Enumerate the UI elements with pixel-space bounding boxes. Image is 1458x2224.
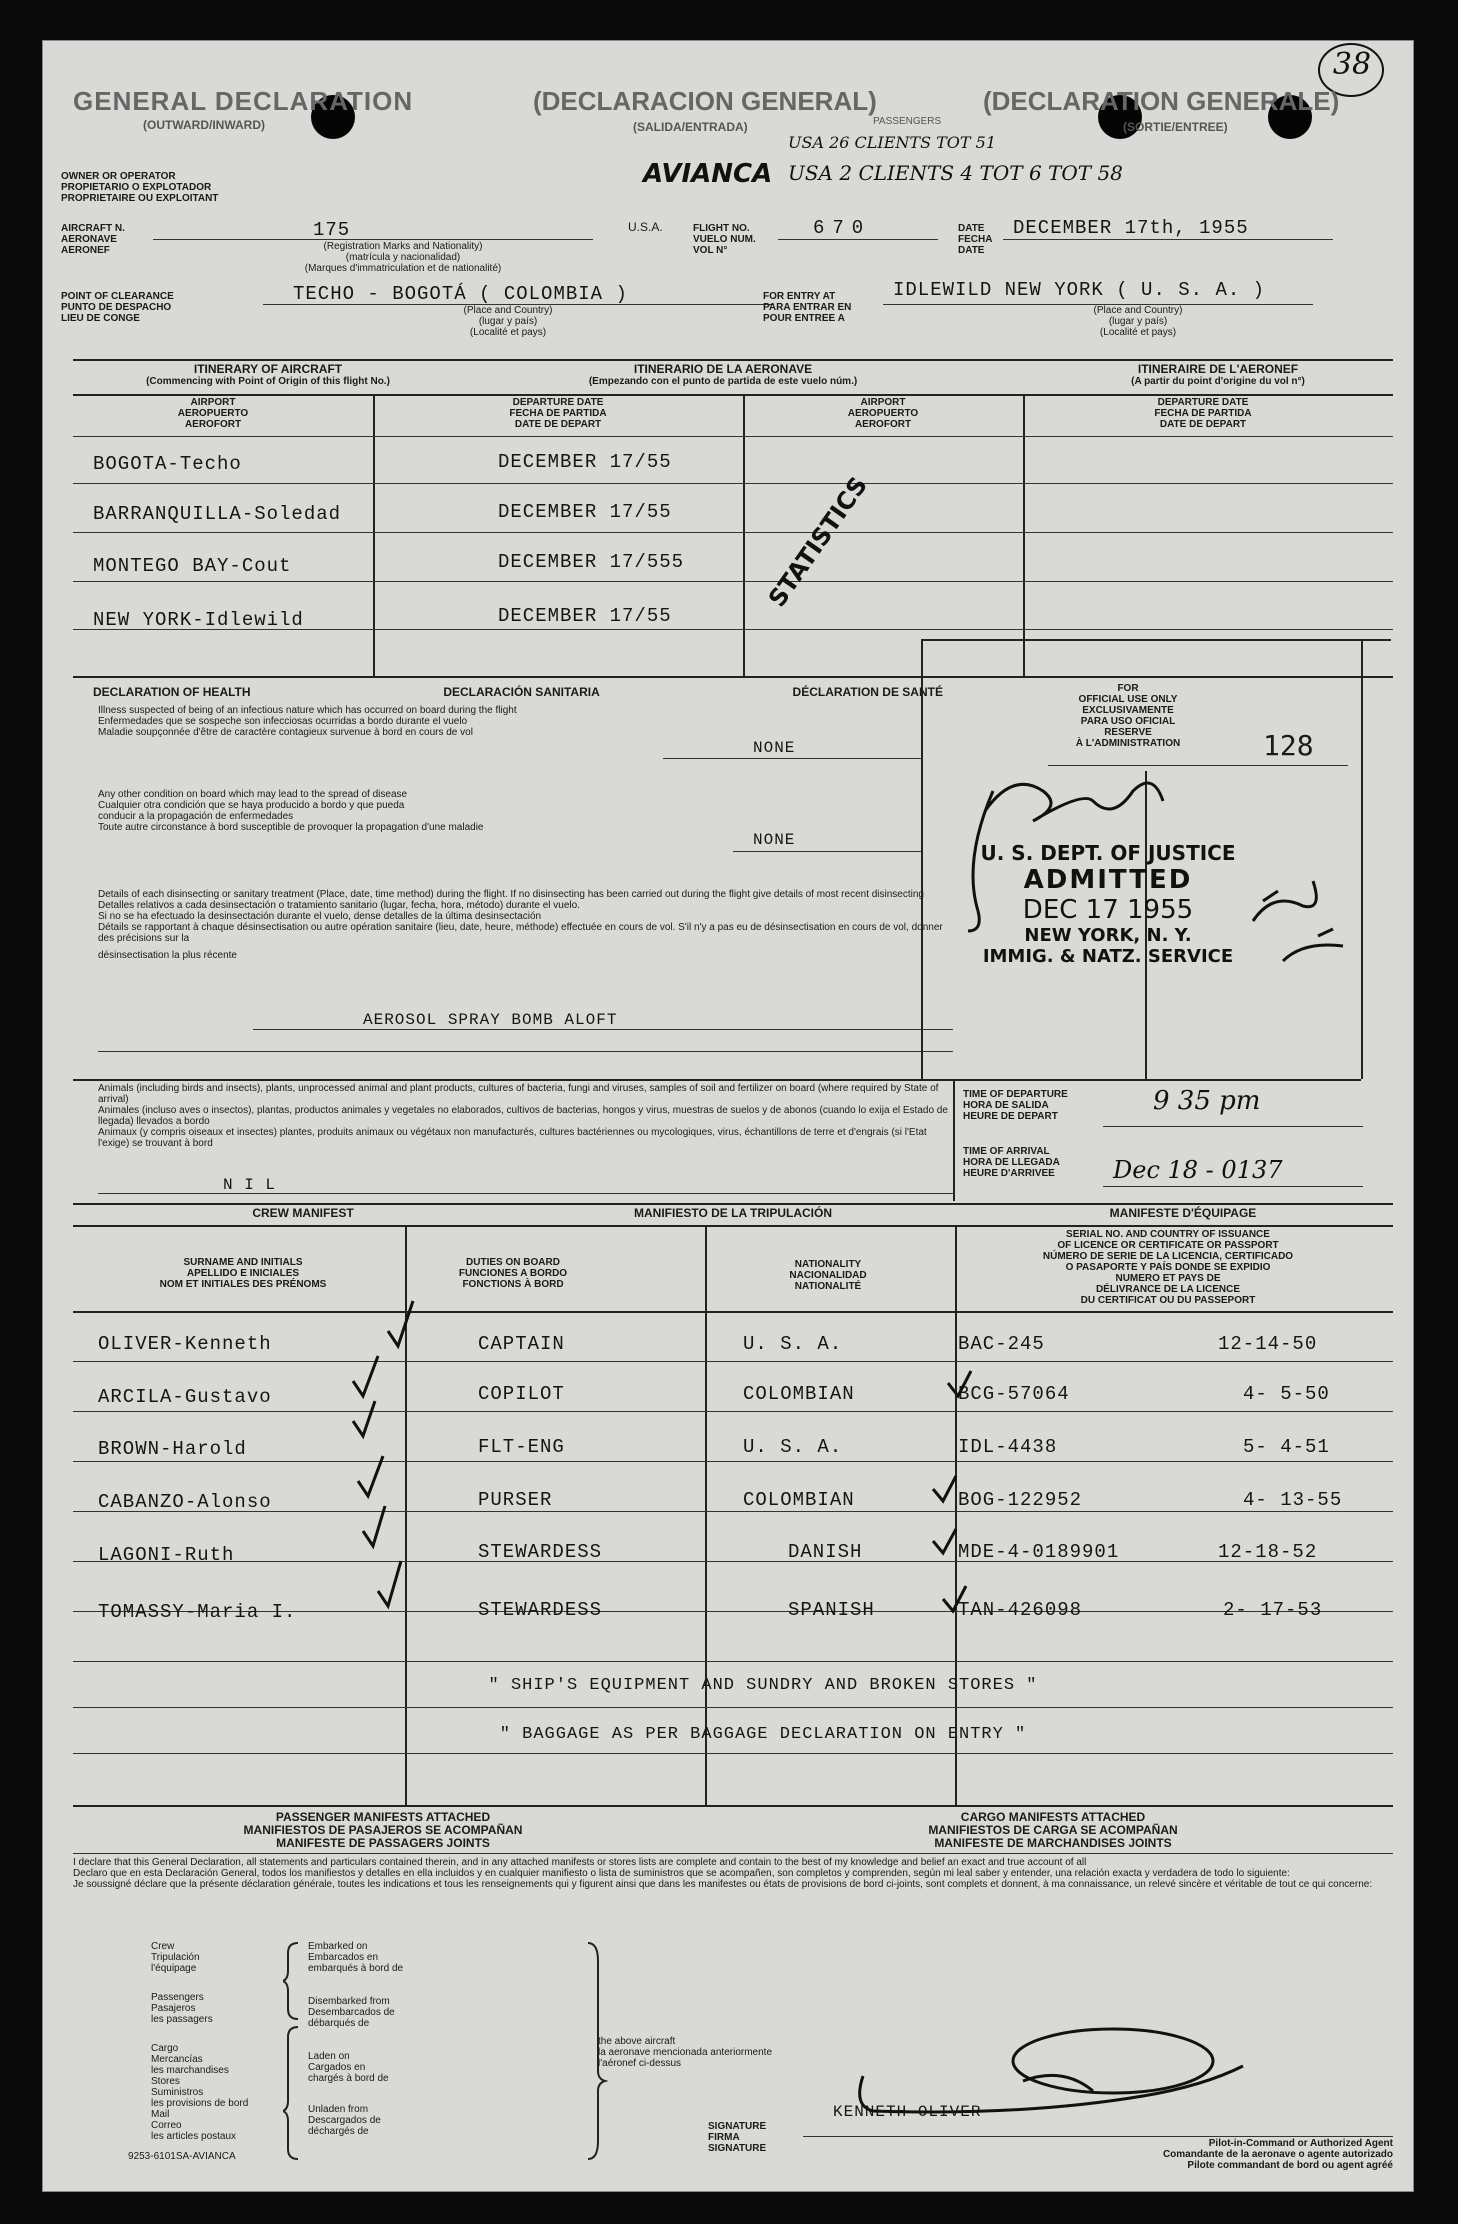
aircraft-value: 175	[313, 219, 351, 241]
group-passengers	[151, 1992, 248, 2025]
group-label: les provisions de bord	[151, 2098, 249, 2109]
aircraft-ref-fr: l'aéronef ci-dessus	[598, 2058, 682, 2069]
cargo-manifest-en: CARGO MANIFESTS ATTACHED	[960, 1810, 1146, 1824]
passenger-manifest-es: MANIFIESTOS DE PASAJEROS SE ACOMPAÑAN	[243, 1823, 523, 1837]
group-label: Correo	[151, 2120, 182, 2131]
itin-row-date: DECEMBER 17/55	[498, 501, 672, 523]
crew-row-duty: FLT-ENG	[478, 1436, 565, 1458]
arrival-label-es: HORA DE LLEGADA	[963, 1157, 1060, 1168]
crew-col-lic-line: O PASAPORTE Y PAÍS DONDE SE EXPIDIO	[1065, 1262, 1271, 1273]
flight-label-es: VUELO NUM.	[693, 234, 756, 245]
owner-value: AVIANCA	[643, 159, 773, 189]
entry-sublabel-en: (Place and Country)	[1093, 305, 1183, 316]
crew-header-rule	[73, 1225, 1393, 1227]
subtitle-fr: (SORTIE/ENTREE)	[1123, 120, 1228, 134]
group-crew	[151, 1941, 248, 1974]
itin-col-departure-es: FECHA DE PARTIDA	[1154, 408, 1252, 419]
signature-line	[803, 2136, 1393, 2137]
crew-row-licence: MDE-4-0189901	[958, 1541, 1120, 1563]
passenger-count-line-2: USA 2 CLIENTS 4 TOT 6 TOT 58	[788, 161, 1123, 185]
crew-bottom-rule	[73, 1805, 1393, 1807]
crew-col-lic-line: NUMERO ET PAYS DE	[1115, 1273, 1221, 1284]
crew-row-duty: PURSER	[478, 1489, 553, 1511]
cargo-manifest-es: MANIFIESTOS DE CARGA SE ACOMPAÑAN	[928, 1823, 1178, 1837]
signature-role-en: Pilot-in-Command or Authorized Agent	[1208, 2138, 1393, 2149]
crew-row-nat: U. S. A.	[743, 1436, 843, 1458]
itinerary-heading-es	[533, 363, 913, 387]
itin-col-departure-fr: DATE DE DEPART	[1159, 419, 1247, 430]
itin-col-airport-fr: AEROFORT	[854, 419, 912, 430]
disinsect-underline	[253, 1029, 953, 1030]
crew-row-name: CABANZO-Alonso	[98, 1491, 272, 1513]
health-condition-text	[98, 789, 798, 833]
cargo-manifests	[863, 1811, 1243, 1850]
group-label: Passengers	[151, 1992, 204, 2003]
condition-text-es-2: conducir a la propagación de enfermedades	[98, 811, 294, 822]
entry-label-en: FOR ENTRY AT	[763, 291, 836, 302]
itin-row-date: DECEMBER 17/55	[498, 605, 672, 627]
action-label: embarqués à bord de	[308, 1963, 404, 1974]
health-heading-es: DECLARACIÓN SANITARIA	[443, 685, 600, 699]
itinerary-sub-en: (Commencing with Point of Origin of this flight No.)	[146, 376, 390, 387]
official-label-line: FOR	[1117, 683, 1139, 694]
group-label: Pasajeros	[151, 2003, 196, 2014]
itin-col-airport-1	[83, 397, 343, 430]
itin-row-rule	[73, 483, 1393, 484]
crew-col-lic-line: SERIAL NO. AND COUNTRY OF ISSUANCE	[1066, 1229, 1270, 1240]
itinerary-title-en: ITINERARY OF AIRCRAFT	[193, 362, 343, 376]
crew-row-nat: COLOMBIAN	[743, 1489, 855, 1511]
entry-labels	[763, 291, 851, 324]
animals-value: N I L	[223, 1176, 277, 1194]
animals-text-es: Animales (incluso aves o insectos), plantas, productos animales y vegetales no elaborados, cultivos de bacterias, hongos y virus, muestras de suelos y de abonos (cuando lo exija el Estado de llegada) llevados a bordo	[98, 1105, 948, 1127]
signature-role-fr: Pilote commandant de bord ou agent agréé	[1187, 2160, 1393, 2171]
arrival-underline	[1103, 1186, 1363, 1187]
passenger-manifest-fr: MANIFESTE DE PASSAGERS JOINTS	[276, 1836, 490, 1850]
itin-col-departure-1	[373, 397, 743, 430]
crew-col-lic-line: NÚMERO DE SERIE DE LA LICENCIA, CERTIFICADO	[1042, 1251, 1294, 1262]
group-label: Cargo	[151, 2043, 179, 2054]
date-labels	[958, 223, 992, 256]
illness-text-fr: Maladie soupçonnée d'être de caractère contagieux survenue à bord en cours de vol	[98, 727, 473, 738]
itin-col-airport-2	[743, 397, 1023, 430]
entry-label-es: PARA ENTRAR EN	[763, 302, 852, 313]
group-label: Suministros	[151, 2087, 204, 2098]
stamp-service: IMMIG. & NATZ. SERVICE	[982, 946, 1234, 967]
flight-value: 670	[813, 217, 872, 239]
declaration-text	[73, 1857, 1383, 1890]
entry-label-fr: POUR ENTREE A	[763, 313, 845, 324]
itinerary-header-rule	[73, 394, 1393, 396]
group-label: Crew	[151, 1941, 175, 1952]
crew-row-licence: IDL-4438	[958, 1436, 1058, 1458]
crew-row-licence: BOG-122952	[958, 1489, 1083, 1511]
group-label: Mail	[151, 2109, 170, 2120]
date-label-en: DATE	[958, 223, 985, 234]
declaration-actions	[308, 1941, 403, 2137]
itin-col-departure-es: FECHA DE PARTIDA	[509, 408, 607, 419]
owner-labels	[61, 171, 218, 204]
signature-role-es: Comandante de la aeronave o agente autorizado	[1162, 2149, 1393, 2160]
group-label: les marchandises	[151, 2065, 229, 2076]
general-declaration-form	[42, 40, 1414, 2192]
flight-underline	[778, 239, 938, 240]
aircraft-country-prefix: U.S.A.	[628, 220, 663, 234]
crew-row-nat: COLOMBIAN	[743, 1383, 855, 1405]
aircraft-sublabel-en: (Registration Marks and Nationality)	[323, 241, 483, 252]
health-heading-fr: DÉCLARATION DE SANTÉ	[792, 685, 943, 699]
entry-sublabels	[1053, 305, 1223, 338]
itinerary-title-fr: ITINERAIRE DE L'AERONEF	[1137, 362, 1299, 376]
crew-heading-fr: MANIFESTE D'ÉQUIPAGE	[1109, 1206, 1257, 1220]
crew-row-rule	[73, 1753, 1393, 1754]
crew-col-lic-line: OF LICENCE OR CERTIFICATE OR PASSPORT	[1057, 1240, 1279, 1251]
passenger-count-label: PASSENGERS	[873, 116, 942, 127]
signature-label-fr: SIGNATURE	[708, 2143, 767, 2154]
disinsect-text-en: Details of each disinsecting or sanitary treatment (Place, date, time method) during the flight. If no disinsecting has been carried out during the flight give details of most recent disinsecting	[98, 889, 924, 900]
animals-text	[98, 1083, 958, 1149]
disinsect-text-fr-2: désinsectisation la plus récente	[98, 950, 237, 961]
aircraft-sublabel-es: (matrícula y nacionalidad)	[345, 252, 461, 263]
crew-row-name: LAGONI-Ruth	[98, 1544, 235, 1566]
illness-text-es: Enfermedades que se sospeche son infecciosas ocurridas a bordo durante el vuelo	[98, 716, 468, 727]
group-label: les passagers	[151, 2014, 213, 2025]
itin-row-airport: BOGOTA-Techo	[93, 453, 242, 475]
crew-row-name: OLIVER-Kenneth	[98, 1333, 272, 1355]
subtitle-es: (SALIDA/ENTRADA)	[633, 120, 748, 134]
itin-row-rule	[73, 532, 1393, 533]
itin-row-date: DECEMBER 17/55	[498, 451, 672, 473]
entry-sublabel-es: (lugar y país)	[1108, 316, 1168, 327]
crew-row-name: ARCILA-Gustavo	[98, 1386, 272, 1408]
animals-text-en: Animals (including birds and insects), plants, unprocessed animal and plant products, cultures of bacteria, fungi and viruses, samples of soil and fertilizer on board (where required by State of arrival)	[98, 1083, 939, 1105]
group-mail	[151, 2109, 248, 2142]
crew-col-duty-en: DUTIES ON BOARD	[466, 1257, 560, 1268]
crew-col-lic-line: DU CERTIFICAT OU DU PASSEPORT	[1080, 1295, 1256, 1306]
aircraft-sublabel-fr: (Marques d'immatriculation et de nationalité)	[304, 263, 502, 274]
crew-col-name	[103, 1257, 383, 1290]
inspector-signature	[923, 731, 1363, 991]
aircraft-sublabels	[253, 241, 553, 274]
crew-col-name-en: SURNAME AND INITIALS	[183, 1257, 303, 1268]
animals-top-rule	[73, 1079, 921, 1081]
itin-col-airport-es: AEROPUERTO	[177, 408, 249, 419]
signature-labels	[708, 2121, 766, 2154]
owner-label-fr: PROPRIETAIRE OU EXPLOITANT	[61, 193, 219, 204]
itin-col-airport-en: AIRPORT	[860, 397, 906, 408]
itinerary-sub-es: (Empezando con el punto de partida de este vuelo núm.)	[588, 376, 858, 387]
crew-row-licence: TAN-426098	[958, 1599, 1083, 1621]
signature-label-es: FIRMA	[708, 2132, 740, 2143]
crew-row-date: 2- 17-53	[1223, 1599, 1323, 1621]
group-label: l'équipage	[151, 1963, 197, 1974]
signature-role	[1123, 2138, 1393, 2171]
clearance-label-en: POINT OF CLEARANCE	[61, 291, 174, 302]
clearance-sublabels	[423, 305, 593, 338]
manifest-rule	[73, 1853, 1393, 1854]
crew-top-rule	[73, 1203, 1393, 1205]
disinsect-text-fr: Détails se rapportant à chaque désinsectisation ou autre opération sanitaire (lieu, date, heure, méthode) effectuée en cours de vol. S'il n'y a pas eu de désinsectisation en cours de vol, donner des précisions sur la	[98, 922, 943, 944]
action-unladen	[308, 2104, 403, 2137]
itinerary-heading-fr	[1053, 363, 1383, 387]
health-heading	[93, 686, 943, 699]
crew-row-duty: STEWARDESS	[478, 1599, 603, 1621]
date-label-fr: DATE	[958, 245, 985, 256]
clearance-sublabel-fr: (Localité et pays)	[469, 327, 547, 338]
crew-col-lic-line: DÉLIVRANCE DE LA LICENCE	[1095, 1284, 1241, 1295]
entry-value: IDLEWILD NEW YORK ( U. S. A. )	[893, 279, 1266, 301]
signature-name: KENNETH OLIVER	[833, 2103, 982, 2121]
itin-col-departure-en: DEPARTURE DATE	[512, 397, 604, 408]
group-label: Stores	[151, 2076, 180, 2087]
illness-value: NONE	[753, 739, 796, 757]
itin-row-airport: BARRANQUILLA-Soledad	[93, 503, 342, 525]
official-label-line: À L'ADMINISTRATION	[1075, 738, 1181, 749]
official-box-border	[921, 639, 1391, 641]
health-heading-en: DECLARATION OF HEALTH	[93, 685, 251, 699]
illness-text-en: Illness suspected of being of an infectious nature which has occurred on board during the flight	[98, 705, 517, 716]
crew-col-nat-es: NACIONALIDAD	[789, 1270, 867, 1281]
departure-label-es: HORA DE SALIDA	[963, 1100, 1049, 1111]
aircraft-label-es: AERONAVE	[61, 234, 117, 245]
aircraft-reference	[598, 2036, 772, 2069]
action-label: Embarked on	[308, 1941, 368, 1952]
title-es: (DECLARACION GENERAL)	[533, 86, 877, 116]
group-label: Tripulación	[151, 1952, 200, 1963]
condition-text-es: Cualquier otra condición que se haya producido a bordo y que pueda	[98, 800, 405, 811]
crew-row-date: 4- 13-55	[1243, 1489, 1343, 1511]
action-label: Cargados en	[308, 2062, 366, 2073]
group-label: les articles postaux	[151, 2131, 237, 2142]
aircraft-ref-en: the above aircraft	[598, 2036, 676, 2047]
declaration-groups	[151, 1941, 248, 2142]
official-label-line: PARA USO OFICIAL	[1080, 716, 1176, 727]
itinerary-top-rule	[73, 359, 1393, 361]
action-label: déchargés de	[308, 2126, 369, 2137]
action-label: Desembarcados de	[308, 2007, 395, 2018]
passenger-manifest-en: PASSENGER MANIFESTS ATTACHED	[275, 1810, 491, 1824]
title-fr: (DECLARATION GENERALE)	[983, 86, 1340, 116]
itin-col-airport-fr: AEROFORT	[184, 419, 242, 430]
action-label: Unladen from	[308, 2104, 369, 2115]
itin-row-rule	[73, 581, 1393, 582]
arrival-labels	[963, 1146, 1060, 1179]
crew-row-duty: CAPTAIN	[478, 1333, 565, 1355]
departure-value: 9 35 pm	[1153, 1086, 1261, 1116]
disinsect-text-es: Detalles relativos a cada desinsectación o tratamiento sanitario (lugar, fecha, hora, método) durante el vuelo.	[98, 900, 580, 911]
flight-labels	[693, 223, 756, 256]
itin-col-airport-en: AIRPORT	[190, 397, 236, 408]
crew-row-nat: SPANISH	[788, 1599, 875, 1621]
crew-row-duty: STEWARDESS	[478, 1541, 603, 1563]
crew-row-date: 4- 5-50	[1243, 1383, 1330, 1405]
group-stores	[151, 2076, 248, 2109]
animals-text-fr: Animaux (y compris oiseaux et insectes) plantes, produits animaux ou végétaux non manufacturés, cultures bactériennes ou mycologiques, virus, échantillons de terre et d'engrais (si l'Etat l'exige) se trouvant à bord	[98, 1127, 927, 1149]
official-number: 128	[1263, 729, 1314, 762]
itin-row-date: DECEMBER 17/555	[498, 551, 685, 573]
departure-label-en: TIME OF DEPARTURE	[963, 1089, 1068, 1100]
aircraft-ref-es: la aeronave mencionada anteriormente	[598, 2047, 772, 2058]
illness-underline	[663, 758, 923, 759]
owner-label-en: OWNER OR OPERATOR	[61, 171, 176, 182]
itin-col-airport-es: AEROPUERTO	[847, 408, 919, 419]
crew-row-name: TOMASSY-Maria I.	[98, 1601, 297, 1623]
arrival-value: Dec 18 - 0137	[1113, 1156, 1283, 1184]
date-label-es: FECHA	[958, 234, 993, 245]
itinerary-heading-en	[103, 363, 433, 387]
itin-col-departure-fr: DATE DE DEPART	[514, 419, 602, 430]
action-label: Laden on	[308, 2051, 350, 2062]
crew-row-duty: COPILOT	[478, 1383, 565, 1405]
crew-row-licence: BAC-245	[958, 1333, 1045, 1355]
date-underline	[1003, 239, 1333, 240]
itin-row-airport: NEW YORK-Idlewild	[93, 609, 304, 631]
departure-labels	[963, 1089, 1068, 1122]
departure-label-fr: HEURE DE DEPART	[963, 1111, 1058, 1122]
crew-heading-en: CREW MANIFEST	[252, 1206, 354, 1220]
itin-bottom-rule	[73, 676, 1393, 678]
departure-underline	[1103, 1126, 1363, 1127]
cargo-manifest-fr: MANIFESTE DE MARCHANDISES JOINTS	[934, 1836, 1172, 1850]
crew-col-duty-fr: FONCTIONS À BORD	[462, 1279, 564, 1290]
captain-signature	[823, 2006, 1303, 2146]
clearance-sublabel-es: (lugar y país)	[478, 316, 538, 327]
action-laden	[308, 2051, 403, 2084]
title-en: GENERAL DECLARATION	[73, 86, 414, 116]
animals-underline	[98, 1193, 953, 1194]
aircraft-label-en: AIRCRAFT N.	[61, 223, 125, 234]
arrival-label-en: TIME OF ARRIVAL	[963, 1146, 1050, 1157]
time-box-border	[953, 1079, 955, 1201]
crew-row-date: 12-18-52	[1218, 1541, 1318, 1563]
crew-check-marks	[343, 1261, 983, 1641]
arrival-label-fr: HEURE D'ARRIVEE	[963, 1168, 1055, 1179]
date-value: DECEMBER 17th, 1955	[1013, 217, 1249, 239]
clearance-label-fr: LIEU DE CONGE	[61, 313, 140, 324]
condition-text-fr: Toute autre circonstance à bord susceptible de provoquer la propagation d'une maladie	[98, 822, 484, 833]
page-number: 38	[1332, 47, 1372, 82]
declaration-text-fr: Je soussigné déclare que la présente déclaration générale, toutes les indications et tous les renseignements qui y figurent ainsi que dans les manifestes ou états de provisions de bord ci-joints, sont complets et donnent, à ma connaissance, un relevé sincère et véritable de tout ce qui concerne:	[73, 1879, 1373, 1890]
crew-row-nat: U. S. A.	[743, 1333, 843, 1355]
passenger-count-line-1: USA 26 CLIENTS TOT 51	[788, 133, 997, 152]
itinerary-sub-fr: (A partir du point d'origine du vol n°)	[1131, 376, 1305, 387]
crew-row-licence: BCG-57064	[958, 1383, 1070, 1405]
passenger-manifests	[193, 1811, 573, 1850]
condition-value: NONE	[753, 831, 796, 849]
itinerary-title-es: ITINERARIO DE LA AERONAVE	[633, 362, 813, 376]
crew-col-nat-fr: NATIONALITÉ	[794, 1281, 862, 1292]
action-disembarked	[308, 1996, 403, 2029]
health-illness-text	[98, 705, 798, 738]
action-label: débarqués de	[308, 2018, 370, 2029]
owner-label-es: PROPIETARIO O EXPLOTADOR	[61, 182, 212, 193]
entry-sublabel-fr: (Localité et pays)	[1099, 327, 1177, 338]
crew-note-stores: " SHIP'S EQUIPMENT AND SUNDRY AND BROKEN STORES "	[488, 1676, 1038, 1695]
disinsect-underline-2	[98, 1051, 953, 1052]
crew-row-rule	[73, 1707, 1393, 1708]
stamp-city: NEW YORK, N. Y.	[1024, 925, 1192, 946]
action-label: Embarcados en	[308, 1952, 379, 1963]
group-cargo	[151, 2043, 248, 2076]
itin-row-rule	[73, 436, 1393, 437]
crew-col-nat-en: NATIONALITY	[794, 1259, 862, 1270]
form-id: 9253-6101SA-AVIANCA	[128, 2151, 236, 2162]
aircraft-underline	[153, 239, 593, 240]
crew-row-date: 5- 4-51	[1243, 1436, 1330, 1458]
action-label: chargés à bord de	[308, 2073, 389, 2084]
subtitle-en: (OUTWARD/INWARD)	[143, 118, 265, 132]
statistics-stamp: STATISTICS	[763, 471, 873, 613]
health-disinsect-text	[98, 889, 958, 961]
stamp-dept: U. S. DEPT. OF JUSTICE	[980, 841, 1236, 865]
group-label: Mercancías	[151, 2054, 203, 2065]
crew-col-licence	[958, 1229, 1378, 1306]
clearance-labels	[61, 291, 174, 324]
crew-row-rule	[73, 1661, 1393, 1662]
clearance-label-es: PUNTO DE DESPACHO	[61, 302, 172, 313]
official-label-line: EXCLUSIVAMENTE	[1082, 705, 1174, 716]
condition-text-en: Any other condition on board which may lead to the spread of disease	[98, 789, 408, 800]
official-label-line: OFFICIAL USE ONLY	[1078, 694, 1178, 705]
crew-row-name: BROWN-Harold	[98, 1438, 247, 1460]
official-box-border	[921, 1079, 1361, 1081]
declaration-text-en: I declare that this General Declaration, all statements and particulars contained therein, and in any attached manifests or stores lists are complete and contain to the best of my knowledge and belief an exact and true account of all	[73, 1857, 1087, 1868]
action-label: Disembarked from	[308, 1996, 390, 2007]
crew-col-name-fr: NOM ET INITIALES DES PRÉNOMS	[159, 1279, 327, 1290]
flight-label-fr: VOL N°	[693, 245, 728, 256]
crew-col-name-es: APELLIDO E INICIALES	[186, 1268, 300, 1279]
clearance-sublabel-en: (Place and Country)	[463, 305, 553, 316]
action-embarked	[308, 1941, 403, 1974]
crew-col-duty-es: FUNCIONES A BORDO	[458, 1268, 568, 1279]
aircraft-labels	[61, 223, 125, 256]
itin-col-departure-2	[1023, 397, 1383, 430]
stamp-admitted: ADMITTED	[1023, 865, 1193, 895]
itin-col-departure-en: DEPARTURE DATE	[1157, 397, 1249, 408]
signature-label-en: SIGNATURE	[708, 2121, 767, 2132]
crew-row-nat: DANISH	[788, 1541, 863, 1563]
condition-underline	[733, 851, 923, 852]
stamp-date: DEC 17 1955	[1022, 895, 1194, 925]
aircraft-label-fr: AERONEF	[61, 245, 110, 256]
flight-label-en: FLIGHT NO.	[693, 223, 750, 234]
clearance-value: TECHO - BOGOTÁ ( COLOMBIA )	[293, 283, 628, 305]
crew-heading-es: MANIFIESTO DE LA TRIPULACIÓN	[634, 1206, 832, 1220]
disinsect-value: AEROSOL SPRAY BOMB ALOFT	[363, 1011, 618, 1029]
itin-row-airport: MONTEGO BAY-Cout	[93, 555, 292, 577]
crew-row-date: 12-14-50	[1218, 1333, 1318, 1355]
crew-note-baggage: " BAGGAGE AS PER BAGGAGE DECLARATION ON ENTRY "	[499, 1725, 1027, 1744]
action-label: Descargados de	[308, 2115, 381, 2126]
disinsect-text-es-2: Si no se ha efectuado la desinsectación durante el vuelo, dense detalles de la última desinsectación	[98, 911, 542, 922]
official-label-line: RESERVE	[1104, 727, 1152, 738]
declaration-text-es: Declaro que en esta Declaración General, todos los manifiestos y detalles en ella incluidos y en cualquier manifiesto o lista de suministros que se acompañen, son completos y comprenden, según mi leal saber y entender, una relación exacta y verdadera de todo lo siguiente:	[73, 1868, 1290, 1879]
